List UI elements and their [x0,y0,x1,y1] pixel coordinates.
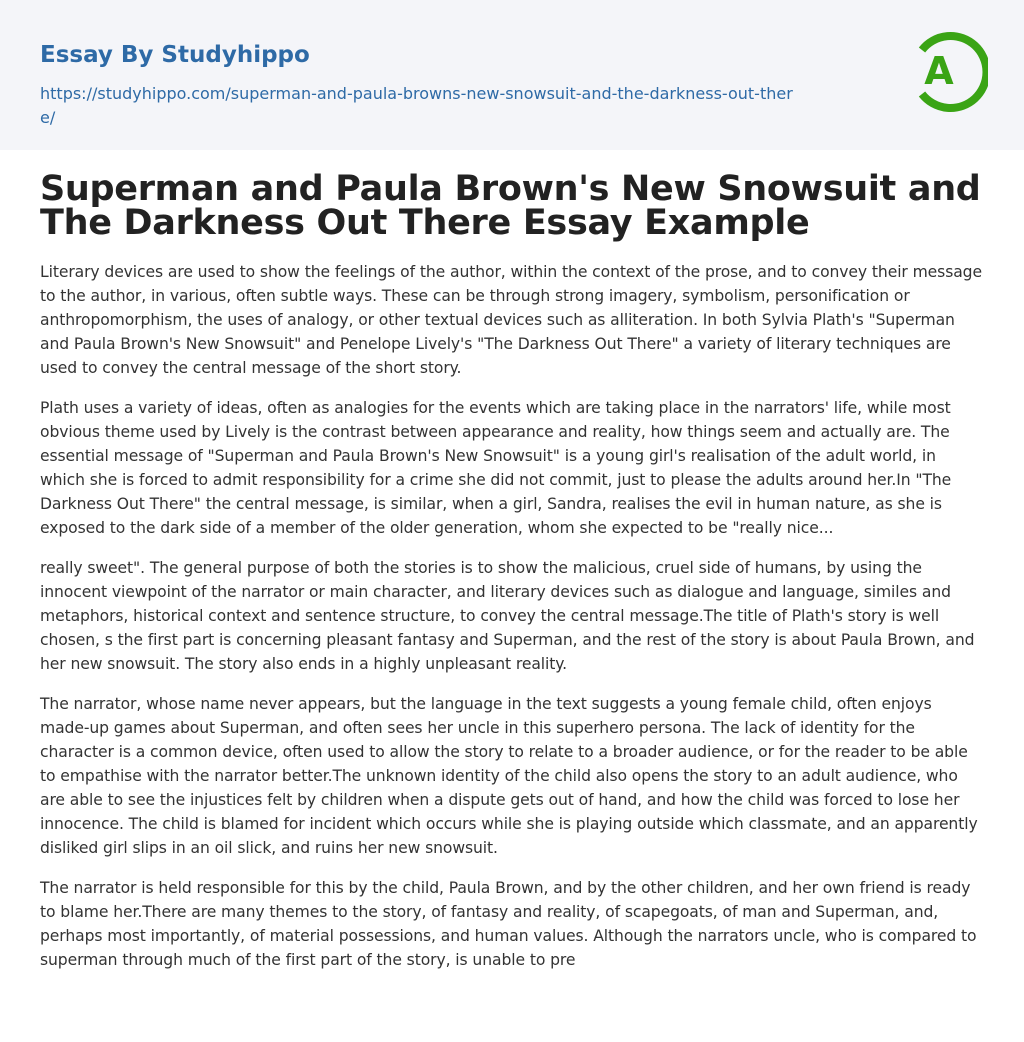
article-paragraph: The narrator, whose name never appears, but the language in the text suggests a young female child, often enjoys made-up games about Superman, and often sees her uncle in this superhero persona. The lack of identity for the character is a common device, often used to allow the story to relate to a broader audience, or for the reader to be able to empathise with the narrator better.The unknown identity of the child also opens the story to an adult audience, who are able to see the injustices felt by children when a dispute gets out of hand, and how the child was forced to lose her innocence. The child is blamed for incident which occurs while she is playing outside which classmate, and an apparently disliked girl slips in an oil slick, and ruins her new snowsuit. [40,695,978,857]
site-header [0,0,1024,150]
studyhippo-logo-icon[interactable] [910,28,988,116]
article-paragraph: Literary devices are used to show the feelings of the author, within the context of the prose, and to convey their message to the author, in various, often subtle ways. These can be through strong imagery, symbolism, personification or anthropomorphism, the uses of analogy, or other textual devices such as alliteration. In both Sylvia Plath's "Superman and Paula Brown's New Snowsuit" and Penelope Lively's "The Darkness Out There" a variety of literary techniques are used to convey the central message of the short story. [40,263,982,377]
article-paragraph: really sweet". The general purpose of both the stories is to show the malicious, cruel side of humans, by using the innocent viewpoint of the narrator or main character, and literary devices such as dialogue and language, similes and metaphors, historical context and sentence structure, to convey the central message.The title of Plath's story is well chosen, s the first part is concerning pleasant fantasy and Superman, and the rest of the story is about Paula Brown, and her new snowsuit. The story also ends in a highly unpleasant reality. [40,559,975,673]
logo-letter: A [924,49,954,93]
essay-url-link[interactable]: https://studyhippo.com/superman-and-paula-browns-new-snowsuit-and-the-darkness-out-there/ [40,84,793,127]
article-title: Superman and Paula Brown's New Snowsuit and The Darkness Out There Essay Example [40,169,981,243]
article-paragraph: The narrator is held responsible for this by the child, Paula Brown, and by the other children, and her own friend is ready to blame her.There are many themes to the story, of fantasy and reality, of scapegoats, of man and Superman, and, perhaps most importantly, of material possessions, and human values. Although the narrators uncle, who is compared to superman through much of the first part of the story, is unable to pre [40,879,977,969]
article-paragraph: Plath uses a variety of ideas, often as analogies for the events which are taking place in the narrators' life, while most obvious theme used by Lively is the contrast between appearance and reality, how things seem and actually are. The essential message of "Superman and Paula Brown's New Snowsuit" is a young girl's realisation of the adult world, in which she is forced to admit responsibility for a crime she did not commit, just to please the adults around her.In "The Darkness Out There" the central message, is similar, when a girl, Sandra, realises the evil in human nature, as she is exposed to the dark side of a member of the older generation, whom she expected to be "really nice... [40,399,952,537]
article [0,169,1024,972]
brand-title[interactable]: Essay By Studyhippo [40,42,310,68]
